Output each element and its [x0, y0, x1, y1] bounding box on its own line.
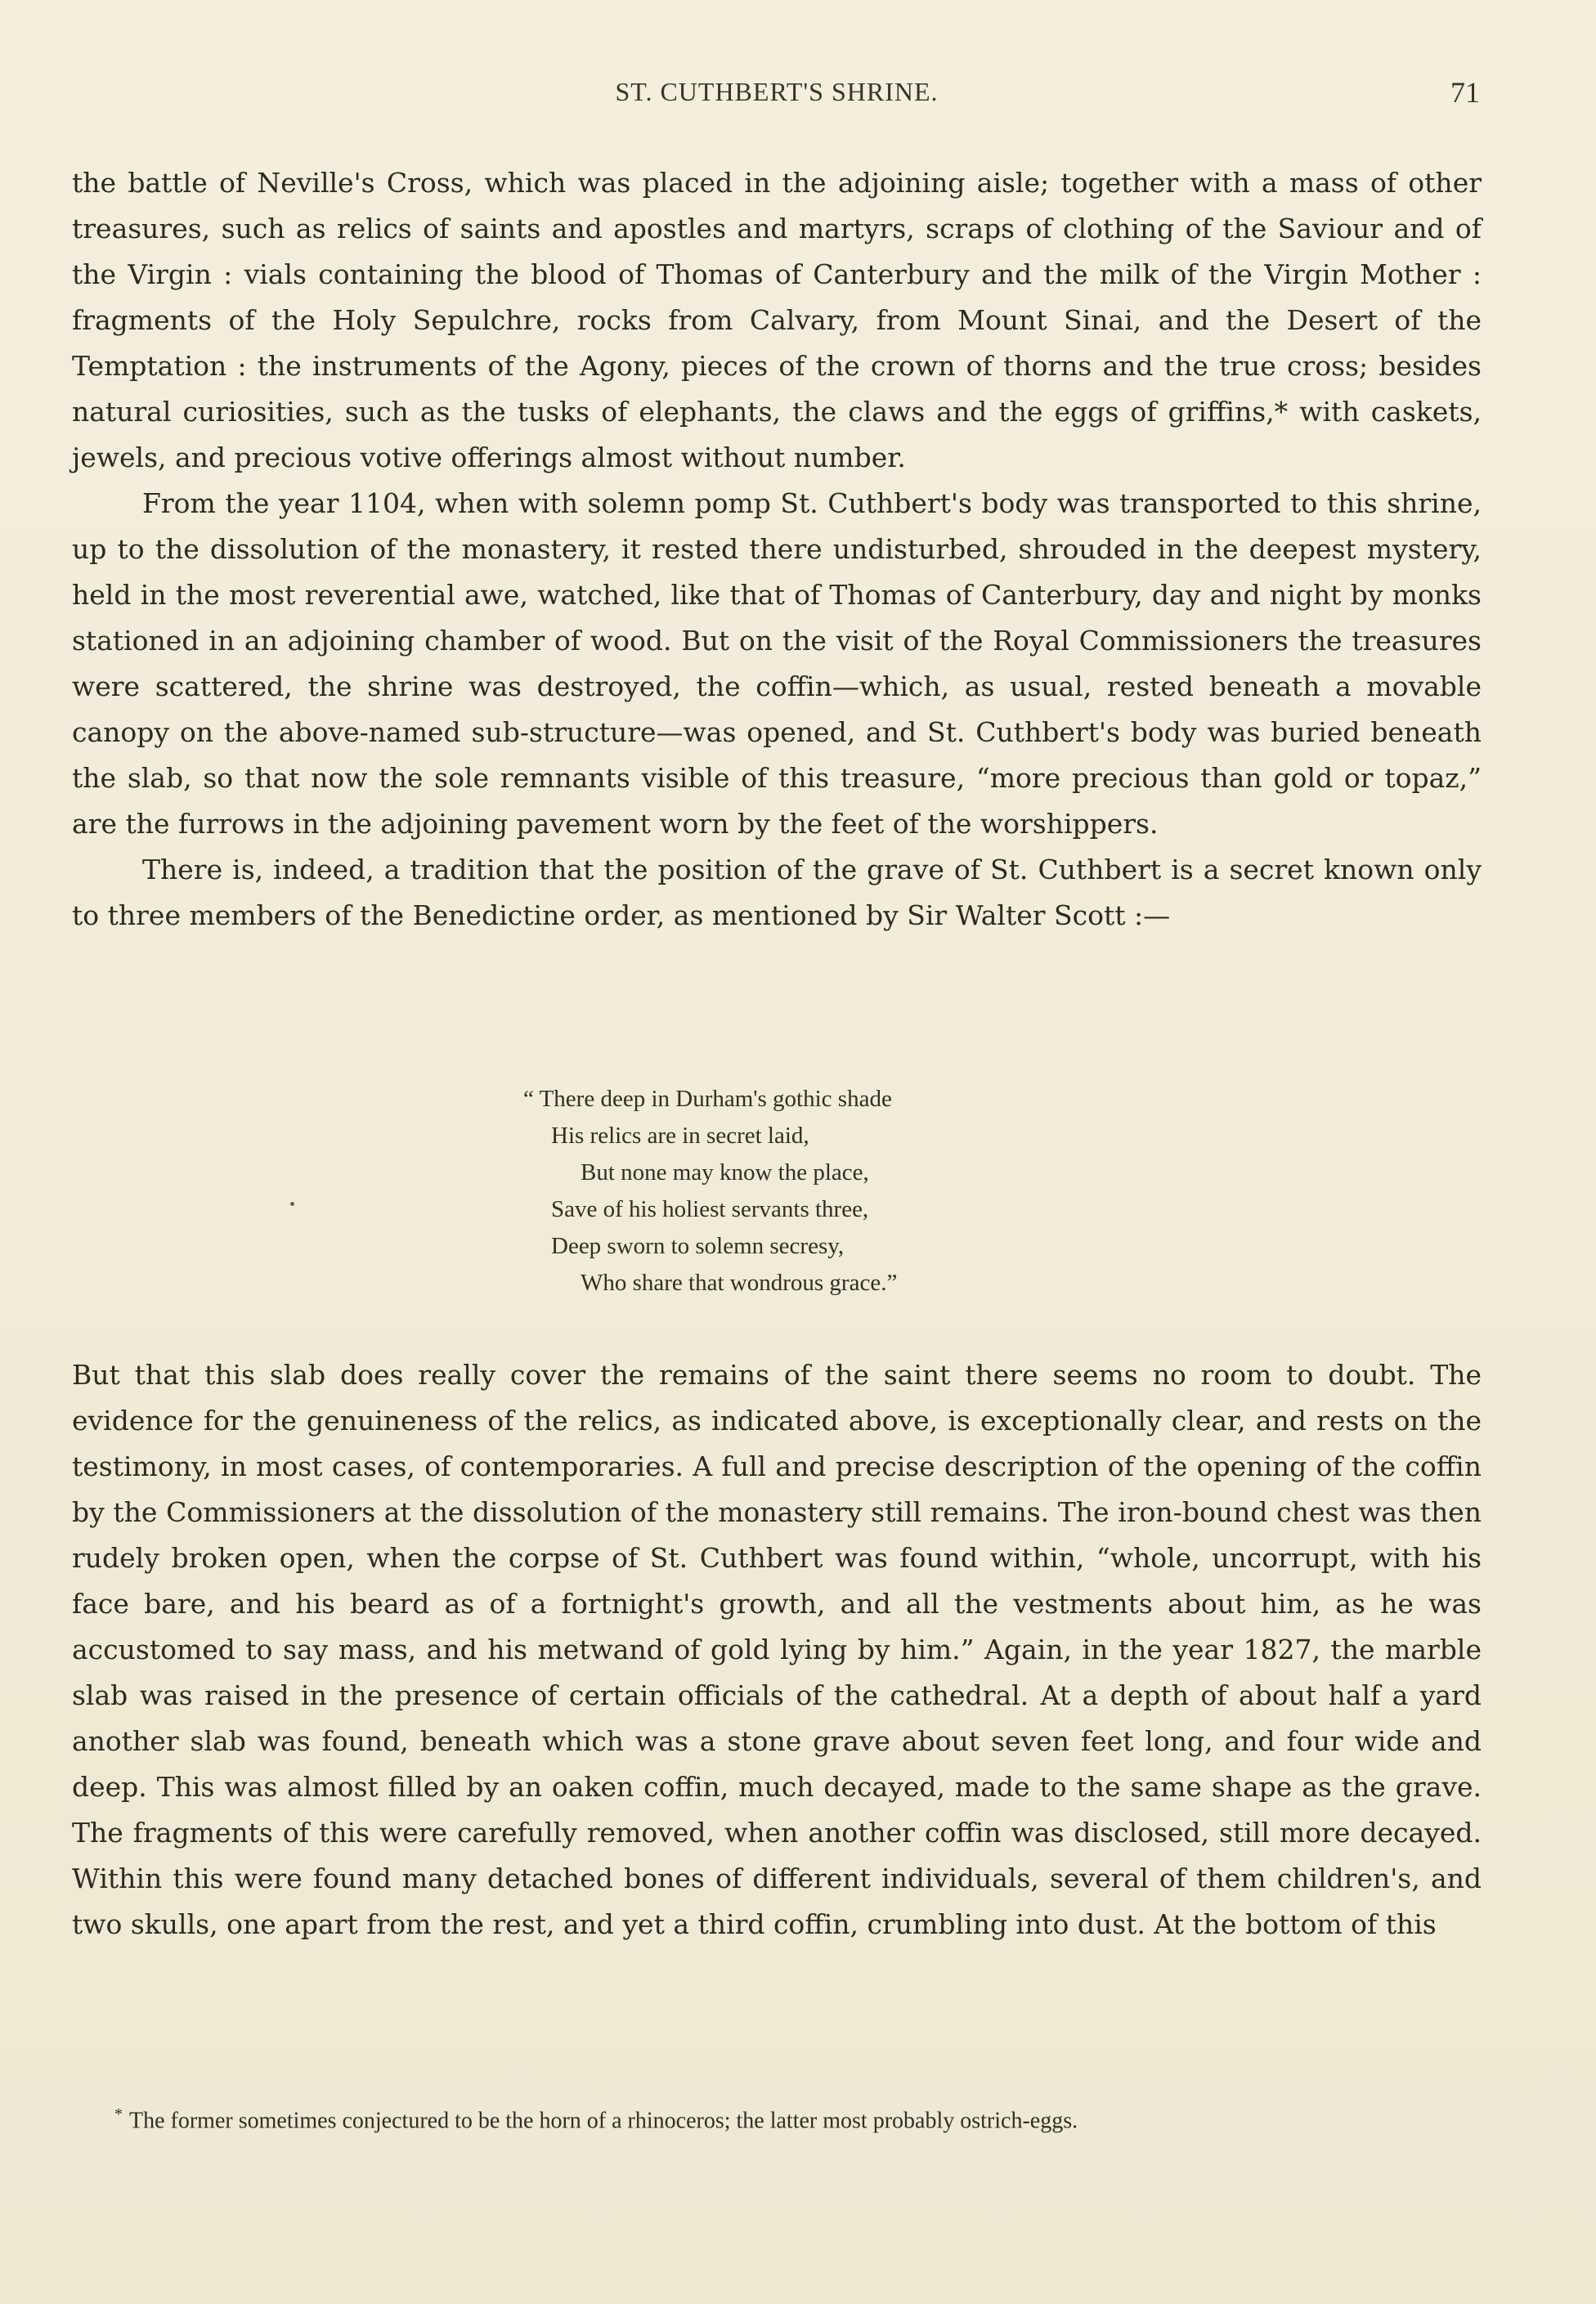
body-text-lower	[72, 1352, 1482, 1948]
ink-speck	[290, 1202, 294, 1206]
paragraph-tradition: There is, indeed, a tradition that the position of the grave of St. Cuthbert is a secret known only to three members of the Benedictine order, as mentioned by Sir Walter Scott :—	[72, 854, 1482, 931]
verse-quotation	[523, 1081, 897, 1302]
footnote-text: The former sometimes conjectured to be the horn of a rhinoceros; the latter most probably ostrich-eggs.	[129, 2108, 1078, 2134]
body-text-upper	[72, 160, 1482, 939]
footnote	[114, 2098, 1488, 2137]
paragraph-shrine-history: From the year 1104, when with solemn pomp St. Cuthbert's body was transported to this shrine, up to the dissolution of the monastery, it rested there undisturbed, shrouded in the deepest mystery, held in the most reverential awe, watched, like that of Thomas of Canterbury, day and night by monks stationed in an adjoining chamber of wood. But on the visit of the Royal Commissioners the treasures were scattered, the shrine was destroyed, the coffin—which, as usual, rested beneath a movable canopy on the above-named sub-structure—was opened, and St. Cuthbert's body was buried beneath the slab, so that now the sole remnants visible of this treasure, “more precious than gold or topaz,” are the furrows in the adjoining pavement worn by the feet of the worshippers.	[72, 487, 1482, 840]
running-title: ST. CUTHBERT'S SHRINE.	[615, 77, 939, 106]
verse-line: But none may know the place,	[581, 1159, 869, 1186]
verse-line: Save of his holiest servants three,	[551, 1196, 869, 1222]
running-head	[74, 77, 1480, 118]
verse-line: Deep sworn to solemn secresy,	[551, 1233, 845, 1259]
verse-line: His relics are in secret laid,	[551, 1123, 809, 1149]
footnote-marker: *	[114, 2105, 123, 2123]
page-number: 71	[1450, 76, 1480, 109]
verse-line: “ There deep in Durham's gothic shade	[523, 1086, 892, 1112]
paragraph-continuation: the battle of Neville's Cross, which was placed in the adjoining aisle; together with a mass of other treasures, such as relics of saints and apostles and martyrs, scraps of clothing of the Saviour and of the Virgin : vials containing the blood of Thomas of Canterbury and the milk of the Virgin Mother : fragments of the Holy Sepulchre, rocks from Calvary, from Mount Sinai, and the Desert of the Temptation : the instruments of the Agony, pieces of the crown of thorns and the true cross; besides natural curiosities, such as the tusks of elephants, the claws and the eggs of griffins,* with caskets, jewels, and precious votive offerings almost without number.	[72, 167, 1482, 473]
paragraph-evidence: But that this slab does really cover the remains of the saint there seems no room to doubt. The evidence for the genuineness of the relics, as indicated above, is exceptionally clear, and rests on the testimony, in most cases, of contemporaries. A full and precise description of the opening of the coffin by the Commissioners at the dissolution of the monastery still remains. The iron-bound chest was then rudely broken open, when the corpse of St. Cuthbert was found within, “whole, uncorrupt, with his face bare, and his beard as of a fortnight's growth, and all the vestments about him, as he was accustomed to say mass, and his metwand of gold lying by him.” Again, in the year 1827, the marble slab was raised in the presence of certain officials of the cathedral. At a depth of about half a yard another slab was found, beneath which was a stone grave about seven feet long, and four wide and deep. This was almost filled by an oaken coffin, much decayed, made to the same shape as the grave. The fragments of this were carefully removed, when another coffin was disclosed, still more decayed. Within this were found many detached bones of different individuals, several of them children's, and two skulls, one apart from the rest, and yet a third coffin, crumbling into dust. At the bottom of this	[72, 1359, 1482, 1940]
verse-line: Who share that wondrous grace.”	[581, 1270, 898, 1296]
